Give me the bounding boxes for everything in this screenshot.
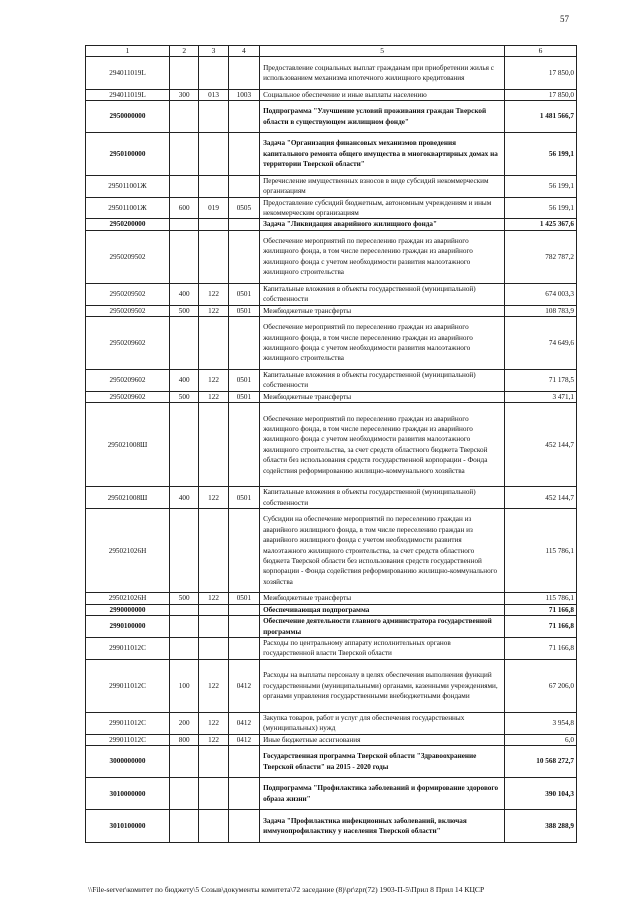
- cell-admin-code: 122: [199, 305, 228, 316]
- cell-sum: 115 786,1: [505, 509, 577, 593]
- cell-admin-code: [199, 746, 228, 778]
- cell-name: Перечисление имущественных взносов в виде субсидий некоммерческим организациям: [260, 175, 505, 197]
- cell-admin-code: [199, 219, 228, 230]
- cell-code: 2950209602: [86, 370, 170, 392]
- header-col-1: 1: [86, 46, 170, 57]
- cell-sum: 6,0: [505, 734, 577, 745]
- budget-table: [85, 45, 577, 843]
- cell-code: 3010000000: [86, 778, 170, 810]
- cell-admin-code: 122: [199, 712, 228, 734]
- cell-admin-code: [199, 230, 228, 283]
- footer-file-path: \\File-server\комитет по бюджету\5 Созыв\документы комитета\72 заседание (8)\pr\zpr(72) 1903-П-5\Прил 8 Прил 14 КЦСР: [88, 885, 485, 894]
- cell-expense-type: [170, 810, 199, 842]
- cell-expense-type: [170, 403, 199, 487]
- cell-code: 2950209502: [86, 283, 170, 305]
- cell-code: 295021008Ш: [86, 403, 170, 487]
- cell-section-code: [228, 230, 259, 283]
- table-row: [86, 57, 577, 89]
- header-col-4: 4: [228, 46, 259, 57]
- cell-code: 2950209502: [86, 230, 170, 283]
- cell-name: Закупка товаров, работ и услуг для обеспечения государственных (муниципальных) нужд: [260, 712, 505, 734]
- cell-code: 294011019L: [86, 89, 170, 100]
- table-row: [86, 219, 577, 230]
- cell-sum: 3 471,1: [505, 391, 577, 402]
- cell-code: 2950000000: [86, 101, 170, 133]
- cell-admin-code: 122: [199, 593, 228, 604]
- cell-sum: 71 166,8: [505, 616, 577, 638]
- cell-code: 299011012С: [86, 712, 170, 734]
- cell-code: 3000000000: [86, 746, 170, 778]
- cell-expense-type: 200: [170, 712, 199, 734]
- cell-name: Обеспечение мероприятий по переселению граждан из аварийного жилищного фонда, в том числе переселению граждан из аварийного жилищного фонда с учетом необходимости развития малоэтажного жилищного строительства, за счет средств областного бюджета Тверской области без использования средств государственной корпорации - Фонда содействия реформированию жилищно-коммунального хозяйства: [260, 403, 505, 487]
- cell-sum: 115 786,1: [505, 593, 577, 604]
- cell-name: Межбюджетные трансферты: [260, 391, 505, 402]
- table-header-row: [86, 46, 577, 57]
- cell-name: Межбюджетные трансферты: [260, 593, 505, 604]
- cell-admin-code: 122: [199, 391, 228, 402]
- cell-sum: 17 850,0: [505, 57, 577, 89]
- table-row: [86, 101, 577, 133]
- table-row: [86, 593, 577, 604]
- cell-expense-type: [170, 746, 199, 778]
- cell-name: Капитальные вложения в объекты государственной (муниципальной) собственности: [260, 487, 505, 509]
- cell-admin-code: [199, 616, 228, 638]
- cell-section-code: 0501: [228, 593, 259, 604]
- cell-code: 294011019L: [86, 57, 170, 89]
- cell-admin-code: [199, 101, 228, 133]
- header-col-5: 5: [260, 46, 505, 57]
- cell-admin-code: [199, 509, 228, 593]
- cell-name: Подпрограмма "Профилактика заболеваний и формирование здорового образа жизни": [260, 778, 505, 810]
- table-row: [86, 89, 577, 100]
- cell-sum: 71 166,8: [505, 638, 577, 660]
- cell-section-code: [228, 317, 259, 370]
- table-row: [86, 659, 577, 712]
- table-row: [86, 746, 577, 778]
- cell-section-code: [228, 604, 259, 615]
- cell-admin-code: [199, 638, 228, 660]
- table-row: [86, 305, 577, 316]
- cell-name: Обеспечение мероприятий по переселению граждан из аварийного жилищного фонда, в том числе переселению граждан из аварийного жилищного фонда с учетом необходимости развития малоэтажного жилищного строительства: [260, 230, 505, 283]
- cell-sum: 74 649,6: [505, 317, 577, 370]
- cell-section-code: [228, 638, 259, 660]
- cell-section-code: [228, 133, 259, 176]
- cell-section-code: 0412: [228, 659, 259, 712]
- table-row: [86, 734, 577, 745]
- cell-code: 295011001Ж: [86, 197, 170, 219]
- cell-name: Задача "Ликвидация аварийного жилищного фонда": [260, 219, 505, 230]
- cell-expense-type: [170, 133, 199, 176]
- header-col-3: 3: [199, 46, 228, 57]
- cell-sum: 71 178,5: [505, 370, 577, 392]
- cell-expense-type: [170, 230, 199, 283]
- cell-code: 299011012С: [86, 659, 170, 712]
- cell-admin-code: 122: [199, 734, 228, 745]
- table-body: [86, 57, 577, 842]
- cell-expense-type: [170, 778, 199, 810]
- cell-name: Расходы на выплаты персоналу в целях обеспечения выполнения функций государственными (муниципальными) органами, казенными учреждениями, органами управления государственными внебюджетными фондами: [260, 659, 505, 712]
- cell-name: Обеспечивающая подпрограмма: [260, 604, 505, 615]
- cell-sum: 674 003,3: [505, 283, 577, 305]
- cell-code: 2950200000: [86, 219, 170, 230]
- cell-admin-code: 122: [199, 370, 228, 392]
- cell-admin-code: [199, 133, 228, 176]
- cell-section-code: 0501: [228, 370, 259, 392]
- cell-admin-code: 122: [199, 659, 228, 712]
- cell-code: 295011001Ж: [86, 175, 170, 197]
- table-row: [86, 604, 577, 615]
- cell-section-code: [228, 746, 259, 778]
- table-header: [86, 46, 577, 57]
- table-row: [86, 175, 577, 197]
- cell-section-code: 0501: [228, 305, 259, 316]
- cell-admin-code: 013: [199, 89, 228, 100]
- cell-expense-type: 500: [170, 593, 199, 604]
- cell-section-code: [228, 810, 259, 842]
- cell-expense-type: [170, 219, 199, 230]
- cell-sum: 71 166,8: [505, 604, 577, 615]
- table-row: [86, 638, 577, 660]
- header-col-2: 2: [170, 46, 199, 57]
- cell-code: 2950209602: [86, 317, 170, 370]
- cell-expense-type: [170, 317, 199, 370]
- cell-expense-type: 800: [170, 734, 199, 745]
- cell-sum: 10 568 272,7: [505, 746, 577, 778]
- cell-section-code: 0501: [228, 283, 259, 305]
- cell-sum: 56 199,1: [505, 133, 577, 176]
- cell-section-code: 0501: [228, 487, 259, 509]
- page-number: 57: [560, 14, 569, 24]
- table-row: [86, 403, 577, 487]
- cell-name: Обеспечение деятельности главного администратора государственной программы: [260, 616, 505, 638]
- cell-expense-type: 400: [170, 487, 199, 509]
- cell-expense-type: [170, 101, 199, 133]
- cell-name: Подпрограмма "Улучшение условий проживания граждан Тверской области в существующем жилищном фонде": [260, 101, 505, 133]
- cell-admin-code: [199, 57, 228, 89]
- table-row: [86, 487, 577, 509]
- cell-section-code: 0505: [228, 197, 259, 219]
- cell-sum: 1 481 566,7: [505, 101, 577, 133]
- cell-expense-type: [170, 616, 199, 638]
- cell-section-code: [228, 57, 259, 89]
- cell-section-code: [228, 616, 259, 638]
- cell-expense-type: 500: [170, 305, 199, 316]
- cell-section-code: [228, 403, 259, 487]
- cell-admin-code: [199, 778, 228, 810]
- cell-code: 295021026Н: [86, 593, 170, 604]
- cell-code: 295021008Ш: [86, 487, 170, 509]
- cell-admin-code: 122: [199, 487, 228, 509]
- cell-sum: 390 104,3: [505, 778, 577, 810]
- cell-expense-type: 600: [170, 197, 199, 219]
- table-row: [86, 283, 577, 305]
- table-row: [86, 133, 577, 176]
- cell-sum: 56 199,1: [505, 175, 577, 197]
- cell-name: Задача "Организация финансовых механизмов проведения капитального ремонта общего имущества в многоквартирных домах на территории Тверской области": [260, 133, 505, 176]
- cell-code: 2990000000: [86, 604, 170, 615]
- cell-code: 2950100000: [86, 133, 170, 176]
- cell-sum: 3 954,8: [505, 712, 577, 734]
- cell-code: 295021026Н: [86, 509, 170, 593]
- cell-section-code: [228, 778, 259, 810]
- cell-admin-code: [199, 810, 228, 842]
- cell-code: 3010100000: [86, 810, 170, 842]
- cell-name: Обеспечение мероприятий по переселению граждан из аварийного жилищного фонда, в том числе переселению граждан из аварийного жилищного фонда с учетом необходимости развития малоэтажного жилищного строительства: [260, 317, 505, 370]
- table-row: [86, 509, 577, 593]
- cell-admin-code: [199, 175, 228, 197]
- cell-name: Задача "Профилактика инфекционных заболеваний, включая иммунопрофилактику у населения Тверской области": [260, 810, 505, 842]
- header-col-6: 6: [505, 46, 577, 57]
- cell-sum: 452 144,7: [505, 487, 577, 509]
- cell-name: Расходы по центральному аппарату исполнительных органов государственной власти Тверской области: [260, 638, 505, 660]
- table-row: [86, 317, 577, 370]
- cell-expense-type: 400: [170, 283, 199, 305]
- cell-sum: 1 425 367,6: [505, 219, 577, 230]
- cell-code: 299011012С: [86, 734, 170, 745]
- cell-sum: 17 850,0: [505, 89, 577, 100]
- cell-section-code: 0501: [228, 391, 259, 402]
- cell-expense-type: 300: [170, 89, 199, 100]
- cell-expense-type: [170, 638, 199, 660]
- cell-expense-type: 400: [170, 370, 199, 392]
- cell-admin-code: 019: [199, 197, 228, 219]
- cell-sum: 108 783,9: [505, 305, 577, 316]
- table-row: [86, 391, 577, 402]
- cell-section-code: [228, 101, 259, 133]
- cell-expense-type: [170, 175, 199, 197]
- cell-name: Межбюджетные трансферты: [260, 305, 505, 316]
- table-row: [86, 370, 577, 392]
- cell-sum: 452 144,7: [505, 403, 577, 487]
- cell-sum: 56 199,1: [505, 197, 577, 219]
- cell-name: Капитальные вложения в объекты государственной (муниципальной) собственности: [260, 283, 505, 305]
- cell-section-code: 0412: [228, 712, 259, 734]
- cell-name: Предоставление субсидий бюджетным, автономным учреждениям и иным некоммерческим организациям: [260, 197, 505, 219]
- table-row: [86, 616, 577, 638]
- cell-section-code: [228, 219, 259, 230]
- cell-name: Капитальные вложения в объекты государственной (муниципальной) собственности: [260, 370, 505, 392]
- cell-section-code: 0412: [228, 734, 259, 745]
- cell-section-code: [228, 509, 259, 593]
- cell-code: 2990100000: [86, 616, 170, 638]
- table-row: [86, 712, 577, 734]
- cell-sum: 388 288,9: [505, 810, 577, 842]
- cell-code: 299011012С: [86, 638, 170, 660]
- cell-expense-type: 100: [170, 659, 199, 712]
- cell-name: Социальное обеспечение и иные выплаты населению: [260, 89, 505, 100]
- cell-code: 2950209502: [86, 305, 170, 316]
- table-row: [86, 230, 577, 283]
- cell-code: 2950209602: [86, 391, 170, 402]
- cell-name: Государственная программа Тверской области "Здравоохранение Тверской области" на 2015 - 2020 годы: [260, 746, 505, 778]
- cell-section-code: 1003: [228, 89, 259, 100]
- table-row: [86, 197, 577, 219]
- cell-admin-code: [199, 403, 228, 487]
- cell-name: Предоставление социальных выплат гражданам при приобретении жилья с использованием механизма ипотечного жилищного кредитования: [260, 57, 505, 89]
- cell-sum: 782 787,2: [505, 230, 577, 283]
- cell-expense-type: [170, 604, 199, 615]
- cell-sum: 67 206,0: [505, 659, 577, 712]
- cell-admin-code: 122: [199, 283, 228, 305]
- cell-admin-code: [199, 317, 228, 370]
- cell-admin-code: [199, 604, 228, 615]
- cell-expense-type: [170, 509, 199, 593]
- table-row: [86, 810, 577, 842]
- cell-expense-type: 500: [170, 391, 199, 402]
- cell-expense-type: [170, 57, 199, 89]
- cell-name: Иные бюджетные ассигнования: [260, 734, 505, 745]
- table-row: [86, 778, 577, 810]
- cell-section-code: [228, 175, 259, 197]
- cell-name: Субсидии на обеспечение мероприятий по переселению граждан из аварийного жилищного фонда, в том числе переселению граждан из аварийного жилищного фонда с учетом необходимости развития малоэтажного жилищного строительства, за счет средств областного бюджета Тверской области без использования средств государственной корпорации - Фонда содействия реформированию жилищно-коммунального хозяйства: [260, 509, 505, 593]
